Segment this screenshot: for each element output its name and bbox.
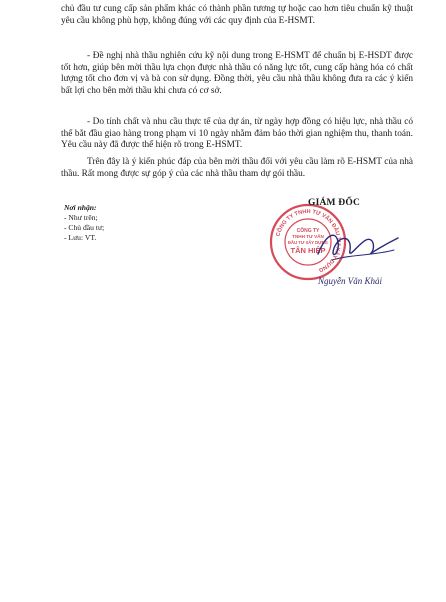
signer-title: GIÁM ĐỐC bbox=[308, 198, 360, 208]
recipients-block bbox=[64, 203, 214, 243]
recipient-item: - Chủ đầu tư; bbox=[64, 223, 105, 232]
svg-text:ĐẦU TƯ XÂY DỰNG: ĐẦU TƯ XÂY DỰNG bbox=[288, 240, 328, 245]
paragraph-1: chủ đầu tư cung cấp sản phẩm khác có thành phần tương tự hoặc cao hơn tiêu chuẩn kỹ thuật yêu cầu không phù hợp, không đúng với các quy định của E-HSMT. bbox=[61, 4, 413, 26]
svg-text:CÔNG TY: CÔNG TY bbox=[296, 228, 320, 234]
handwritten-signature bbox=[312, 224, 402, 268]
paragraph-3: - Do tính chất và nhu cầu thực tế của dự án, từ ngày hợp đồng có hiệu lực, nhà thầu có thể bắt đầu giao hàng trong phạm vi 10 ngày nhằm đảm bảo thời gian nghiệm thu, thanh toán. Yêu cầu này đã được thể hiện rõ trong E-HSMT. bbox=[61, 117, 413, 151]
paragraph-2: - Đề nghị nhà thầu nghiên cứu kỹ nội dung trong E-HSMT để chuẩn bị E-HSDT được tốt hơn, giúp bên mời thầu lựa chọn được nhà thầu có năng lực tốt, cung cấp hàng hóa có chất lượng tốt cho đơn vị và bà con sử dụng. Đồng thời, yêu cầu nhà thầu không đưa ra các ý kiến bất lợi cho bên mời thầu khi chưa có cơ sở. bbox=[61, 51, 413, 96]
svg-text:TÂN HIỆP: TÂN HIỆP bbox=[290, 246, 326, 255]
paragraph-4: Trên đây là ý kiến phúc đáp của bên mời thầu đối với yêu cầu làm rõ E-HSMT của nhà thầu. Rất mong được sự góp ý của các nhà thầu tham dự gói thầu. bbox=[61, 157, 413, 179]
signer-name: Nguyễn Văn Khải bbox=[318, 276, 382, 286]
recipient-item: - Lưu: VT. bbox=[64, 233, 97, 242]
signature-block bbox=[268, 198, 418, 308]
recipient-item: - Như trên; bbox=[64, 213, 98, 222]
svg-text:CÔNG TY TNHH TƯ VẤN ĐẦU TƯ XÂY: CÔNG TY TNHH TƯ VẤN ĐẦU TƯ XÂY DỰNG bbox=[275, 208, 342, 273]
svg-text:TNHH TƯ VẤN: TNHH TƯ VẤN bbox=[292, 234, 324, 239]
recipients-title: Nơi nhận: bbox=[64, 203, 97, 212]
